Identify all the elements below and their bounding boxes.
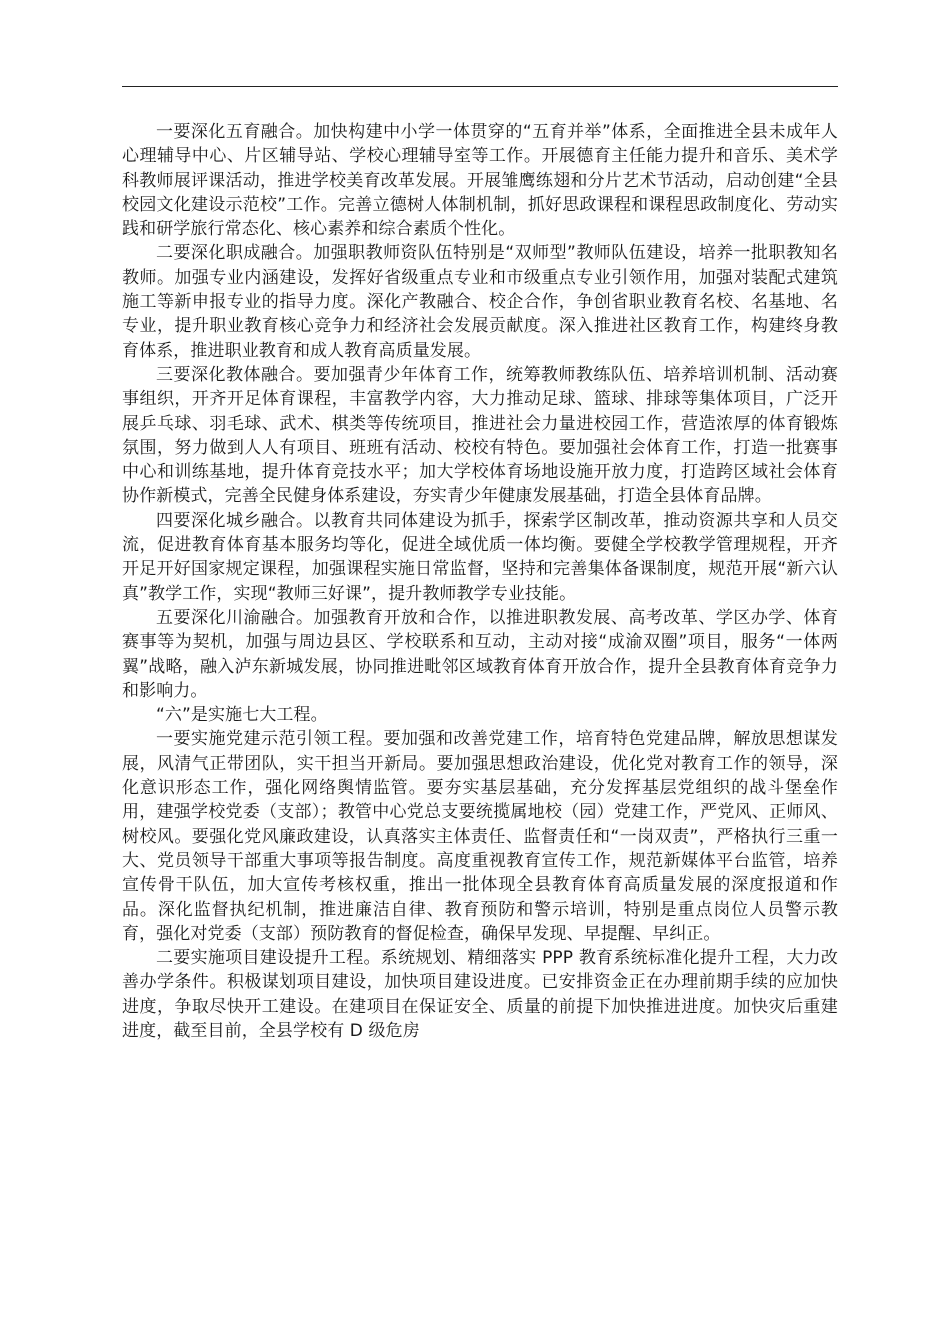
header-rule <box>122 86 838 87</box>
document-body <box>122 120 838 1043</box>
paragraph-wuyu-ronghe: 一要深化五育融合。加快构建中小学一体贯穿的“五育并举”体系，全面推进全县未成年人心理辅导中心、片区辅导站、学校心理辅导室等工作。开展德育主任能力提升和音乐、美术学科教师展评课活动，推进学校美育改革发展。开展雏鹰练翅和分片艺术节活动，启动创建“全县校园文化建设示范校”工作。完善立德树人体制机制，抓好思政课程和课程思政制度化、劳动实践和研学旅行常态化、核心素养和综合素质个性化。 <box>122 122 838 240</box>
paragraph-zhicheng-ronghe: 二要深化职成融合。加强职教师资队伍特别是“双师型”教师队伍建设，培养一批职教知名教师。加强专业内涵建设，发挥好省级重点专业和市级重点专业引领作用，加强对装配式建筑施工等新申报专业的指导力度。深化产教融合、校企合作，争创省职业教育名校、名基地、名专业，提升职业教育核心竞争力和经济社会发展贡献度。深入推进社区教育工作，构建终身教育体系，推进职业教育和成人教育高质量发展。 <box>122 243 838 361</box>
paragraph-chuanyu-ronghe: 五要深化川渝融合。加强教育开放和合作，以推进职教发展、高考改革、学区办学、体育赛事等为契机，加强与周边县区、学校联系和互动，主动对接“成渝双圈”项目，服务“一体两翼”战略，融入泸东新城发展，协同推进毗邻区域教育体育开放合作，提升全县教育体育竞争力和影响力。 <box>122 607 838 701</box>
paragraph-xiangmu-gongcheng: 二要实施项目建设提升工程。系统规划、精细落实 PPP 教育系统标准化提升工程，大力改善办学条件。积极谋划项目建设，加快项目建设进度。已安排资金正在办理前期手续的应加快进度，争取尽快开工建设。在建项目在保证安全、质量的前提下加快推进进度。加快灾后重建进度，截至目前，全县学校有 D 级危房 <box>122 948 838 1041</box>
section-heading-qi-da-gongcheng: “六”是实施七大工程。 <box>156 705 328 726</box>
paragraph-chengxiang-ronghe: 四要深化城乡融合。以教育共同体建设为抓手，探索学区制改革，推动资源共享和人员交流，促进教育体育基本服务均等化，促进全域优质一体均衡。要健全学校教学管理规程，开齐开足开好国家规定课程，加强课程实施日常监督，坚持和完善集体备课制度，规范开展“新六认真”教学工作，实现“教师三好课”，提升教师教学专业技能。 <box>122 510 838 604</box>
paragraph-dangjian-gongcheng: 一要实施党建示范引领工程。要加强和改善党建工作，培育特色党建品牌，解放思想谋发展，风清气正带团队，实干担当开新局。要加强思想政治建设，优化党对教育工作的领导，深化意识形态工作，强化网络舆情监管。要夯实基层基础，充分发挥基层党组织的战斗堡垒作用，建强学校党委（支部）；教管中心党总支要统揽属地校（园）党建工作，严党风、正师风、树校风。要强化党风廉政建设，认真落实主体责任、监督责任和“一岗双责”，严格执行三重一大、党员领导干部重大事项等报告制度。高度重视教育宣传工作，规范新媒体平台监管，培养宣传骨干队伍，加大宣传考核权重，推出一批体现全县教育体育高质量发展的深度报道和作品。深化监督执纪机制，推进廉洁自律、教育预防和警示培训，特别是重点岗位人员警示教育，强化对党委（支部）预防教育的督促检查，确保早发现、早提醒、早纠正。 <box>122 729 838 944</box>
paragraph-jiaoti-ronghe: 三要深化教体融合。要加强青少年体育工作，统筹教师教练队伍、培养培训机制、活动赛事组织，开齐开足体育课程，丰富教学内容，大力推动足球、篮球、排球等集体项目，广泛开展乒乓球、羽毛球、武术、棋类等传统项目，推进社会力量进校园工作，营造浓厚的体育锻炼氛围，努力做到人人有项目、班班有活动、校校有特色。要加强社会体育工作，打造一批赛事中心和训练基地，提升体育竞技水平；加大学校体育场地设施开放力度，打造跨区域社会体育协作新模式，完善全民健身体系建设，夯实青少年健康发展基础，打造全县体育品牌。 <box>122 364 838 507</box>
